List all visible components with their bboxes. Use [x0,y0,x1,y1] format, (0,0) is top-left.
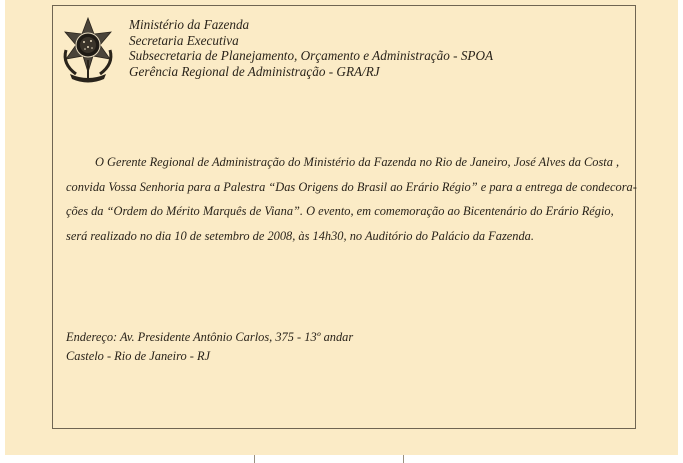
address-line-city: Castelo - Rio de Janeiro - RJ [66,349,211,363]
body-line: O Gerente Regional de Administração do Ministério da Fazenda no Rio de Janeiro, José Alves da Costa , [95,155,620,169]
brazil-coat-of-arms-icon [58,16,118,84]
ministry-name: Ministério da Fazenda [129,17,250,32]
page-bottom-edge [0,455,683,463]
subsecretariat-name: Subsecretaria de Planejamento, Orçamento e Administração - SPOA [129,48,494,63]
regional-office-name: Gerência Regional de Administração - GRA/RJ [129,63,380,79]
cut-mark [403,455,404,463]
header-block [129,17,493,79]
cut-mark [254,455,255,463]
body-line: ções da “Ordem do Mérito Marquês de Viana”. O evento, em comemoração ao Bicentenário do Erário Régio, [66,204,614,218]
secretariat-name: Secretaria Executiva [129,32,239,48]
address-line-street: Endereço: Av. Presidente Antônio Carlos, 375 - 13º andar [66,330,354,344]
address-block [66,328,353,366]
body-line: será realizado no dia 10 de setembro de 2008, às 14h30, no Auditório do Palácio da Fazenda. [66,228,534,243]
body-line: convida Vossa Senhoria para a Palestra “Das Origens do Brasil ao Erário Régio” e para a entrega de condecora- [66,179,637,194]
invitation-body [66,150,637,248]
